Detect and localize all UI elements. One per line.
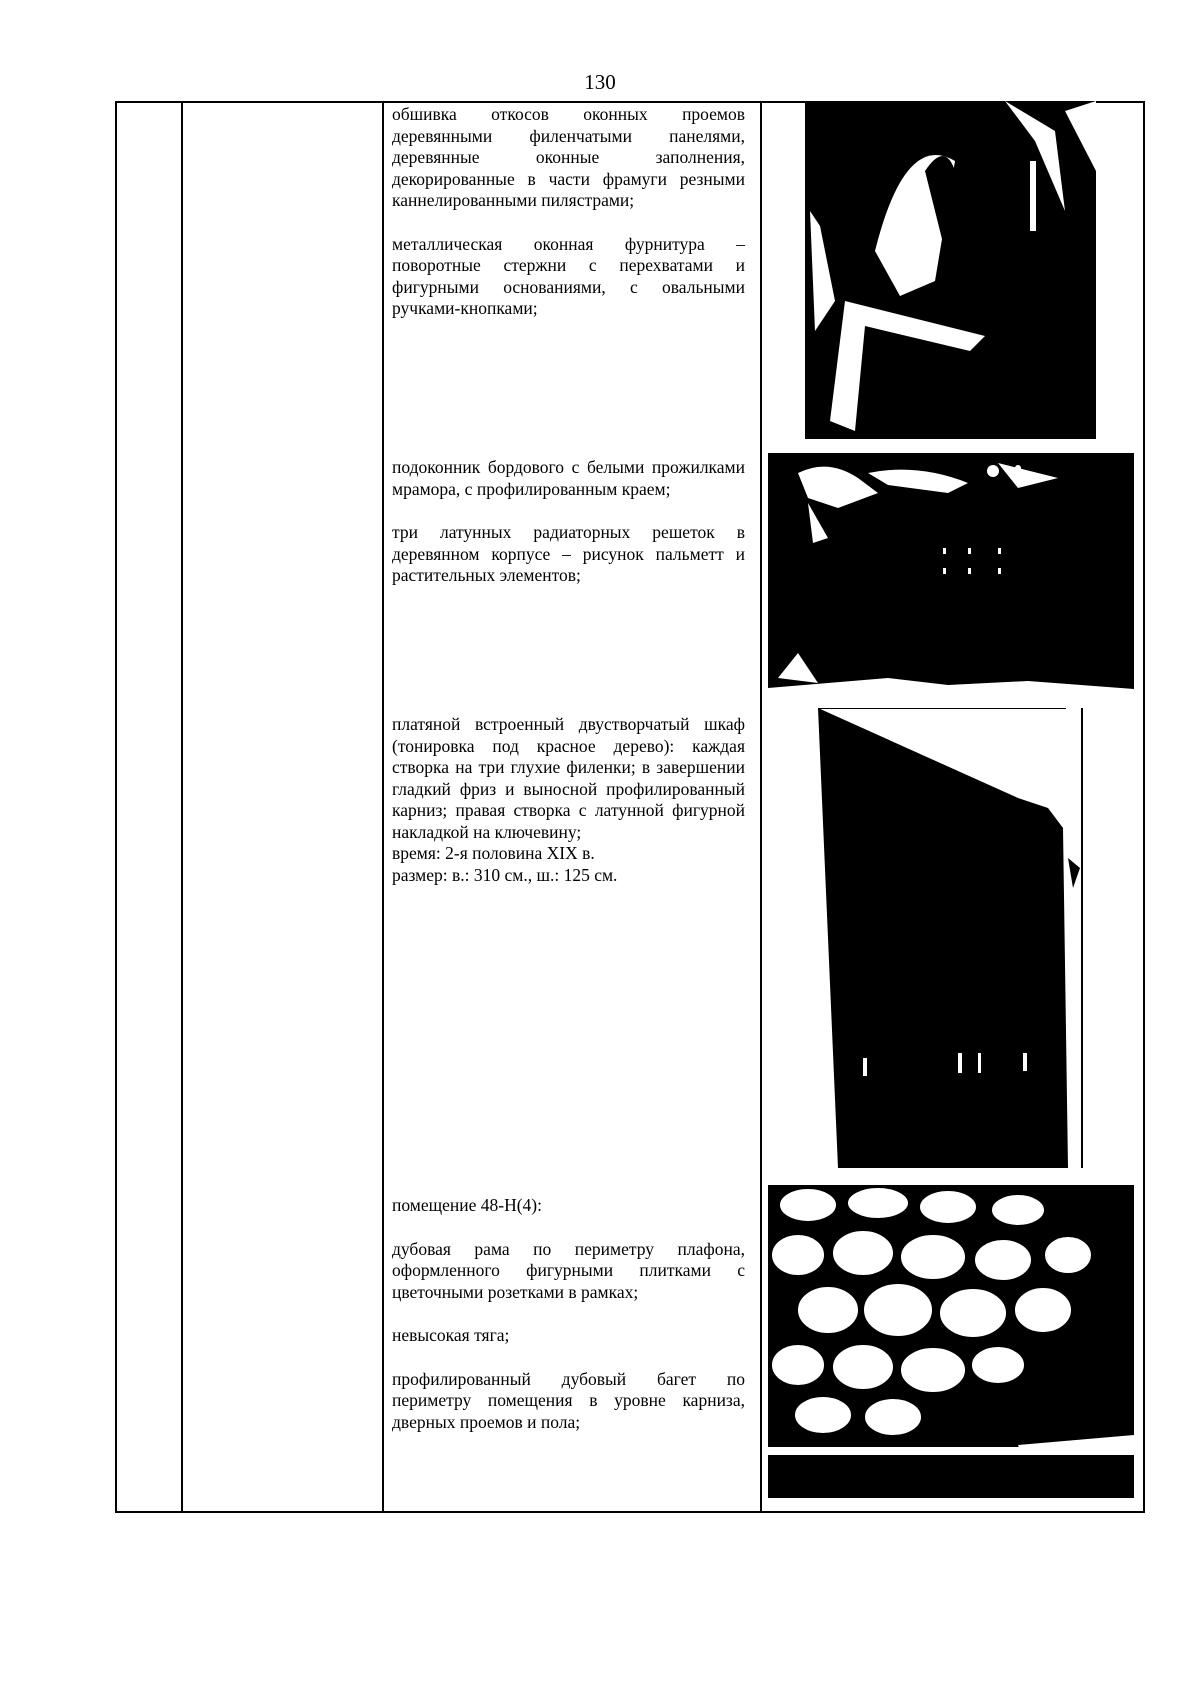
ceiling-tiles-photo [768,1185,1134,1498]
windowsill-radiator-photo [768,453,1134,697]
description-paragraph: обшивка откосов оконных проемов деревянными филенчатыми панелями, деревянные оконные заполнения, декорированные в части фрамуги резными каннелированными пилястрами; [392,104,745,210]
entry-window-text [392,104,745,342]
description-paragraph: три латунных радиаторных решеток в деревянном корпусе – рисунок пальметт и растительных элементов; [392,522,745,585]
window-frame-photo [805,101,1096,439]
dimensions-line: размер: в.: 310 см., ш.: 125 см. [392,864,618,885]
description-paragraph: металлическая оконная фурнитура – поворотные стержни с перехватами и фигурными основаниями, с овальными ручками-кнопками; [392,233,745,318]
description-paragraph: платяной встроенный двустворчатый шкаф (тонировка под красное дерево): каждая створка на три глухие филенки; в завершении гладкий фриз и выносной профилированный карниз; правая створка с латунной фигурной накладкой на ключевину; [392,714,745,842]
dating-line: время: 2-я половина XIX в. [392,843,595,863]
entry-wardrobe-text [392,714,745,886]
description-paragraph: дубовая рама по периметру плафона, оформленного фигурными плитками с цветочными розетками в рамках; [392,1238,745,1302]
column-divider [181,103,183,1511]
wardrobe-photo [818,708,1084,1168]
entry-windowsill-text [392,457,745,609]
column-divider [760,103,762,1511]
description-paragraph: невысокая тяга; [392,1325,510,1345]
room-heading: помещение 48-Н(4): [392,1195,542,1215]
description-paragraph: подоконник бордового с белыми прожилками мрамора, с профилированным краем; [392,457,745,499]
page-number: 130 [584,70,616,94]
entry-room-text [392,1195,745,1455]
column-divider [382,103,384,1511]
description-paragraph: профилированный дубовый багет по периметру помещения в уровне карниза, дверных проемов и пола; [392,1368,745,1432]
